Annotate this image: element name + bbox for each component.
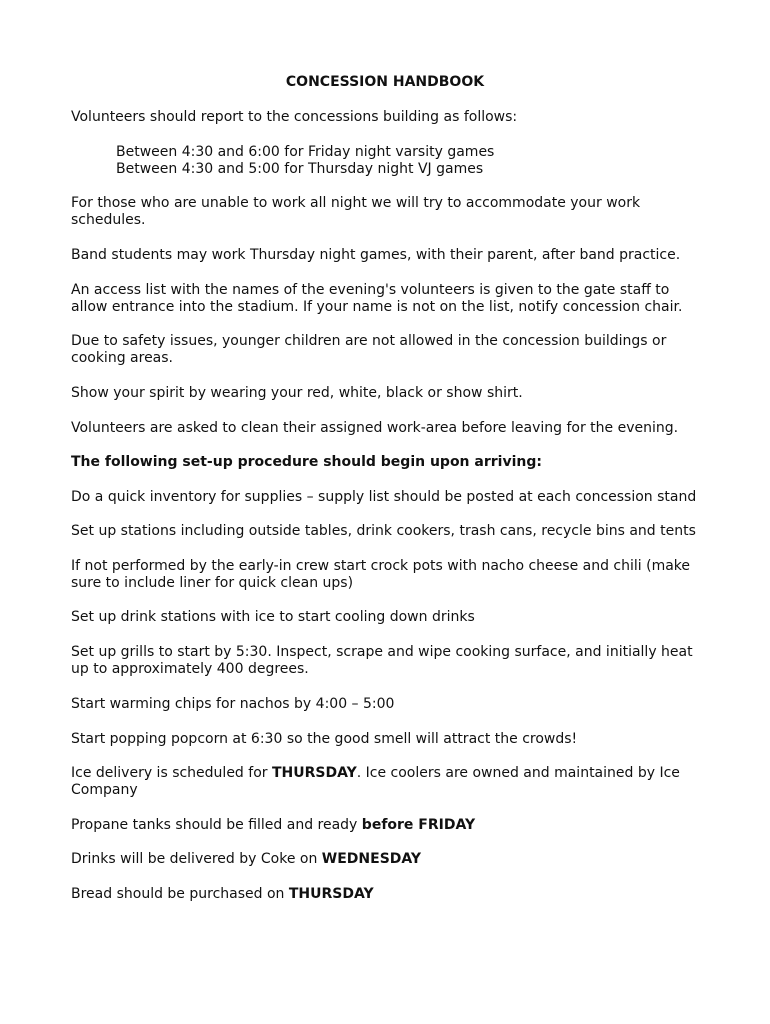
access-list-line-1: An access list with the names of the evening's volunteers is given to the gate staff to xyxy=(71,282,670,298)
access-list-paragraph xyxy=(71,282,711,316)
drink-stations-item: Set up drink stations with ice to start cooling down drinks xyxy=(71,609,475,625)
bread-paragraph xyxy=(71,886,711,903)
ice-delivery-line-1 xyxy=(71,765,711,782)
ice-delivery-day: THURSDAY xyxy=(271,765,357,781)
drinks-paragraph xyxy=(71,851,711,868)
band-paragraph: Band students may work Thursday night games, with their parent, after band practice. xyxy=(71,247,681,263)
ice-delivery-paragraph xyxy=(71,765,711,799)
grills-line-2: up to approximately 400 degrees. xyxy=(71,661,309,677)
intro-paragraph: Volunteers should report to the concessions building as follows: xyxy=(71,109,518,125)
accommodate-paragraph xyxy=(71,195,711,229)
grills-item xyxy=(71,644,711,678)
crock-pots-item xyxy=(71,558,711,592)
stations-item: Set up stations including outside tables, drink cookers, trash cans, recycle bins and tents xyxy=(71,523,696,539)
document-title: CONCESSION HANDBOOK xyxy=(285,74,485,90)
safety-line-2: cooking areas. xyxy=(71,350,173,366)
setup-heading: The following set-up procedure should begin upon arriving: xyxy=(71,454,542,470)
schedule-friday: Between 4:30 and 6:00 for Friday night varsity games xyxy=(116,144,495,160)
accommodate-line-1: For those who are unable to work all night we will try to accommodate your work xyxy=(71,195,641,211)
propane-paragraph xyxy=(71,817,711,834)
popcorn-item: Start popping popcorn at 6:30 so the good smell will attract the crowds! xyxy=(71,731,578,747)
safety-paragraph xyxy=(71,333,711,367)
ice-delivery-text: Ice delivery is scheduled for xyxy=(71,765,272,781)
drinks-day: WEDNESDAY xyxy=(321,851,422,867)
propane-deadline: before FRIDAY xyxy=(361,817,476,833)
chips-item: Start warming chips for nachos by 4:00 – 5:00 xyxy=(71,696,395,712)
clean-paragraph: Volunteers are asked to clean their assigned work-area before leaving for the evening. xyxy=(71,420,679,436)
safety-line-1: Due to safety issues, younger children are not allowed in the concession buildings or xyxy=(71,333,667,349)
crock-pots-line-1: If not performed by the early-in crew start crock pots with nacho cheese and chili (make xyxy=(71,558,691,574)
inventory-item: Do a quick inventory for supplies – supply list should be posted at each concession stand xyxy=(71,489,697,505)
grills-line-1: Set up grills to start by 5:30. Inspect, scrape and wipe cooking surface, and initially heat xyxy=(71,644,693,660)
ice-coolers-text: . Ice coolers are owned and maintained by Ice xyxy=(356,765,680,781)
crock-pots-line-2: sure to include liner for quick clean ups) xyxy=(71,575,354,591)
bread-day: THURSDAY xyxy=(288,886,374,902)
drinks-text: Drinks will be delivered by Coke on xyxy=(71,851,322,867)
bread-text: Bread should be purchased on xyxy=(71,886,289,902)
access-list-line-2: allow entrance into the stadium. If your name is not on the list, notify concession chair. xyxy=(71,299,683,315)
report-schedule xyxy=(116,144,706,178)
accommodate-line-2: schedules. xyxy=(71,212,146,228)
schedule-thursday: Between 4:30 and 5:00 for Thursday night VJ games xyxy=(116,161,484,177)
ice-delivery-line-2: Company xyxy=(71,782,138,798)
propane-text: Propane tanks should be filled and ready xyxy=(71,817,362,833)
spirit-paragraph: Show your spirit by wearing your red, white, black or show shirt. xyxy=(71,385,523,401)
